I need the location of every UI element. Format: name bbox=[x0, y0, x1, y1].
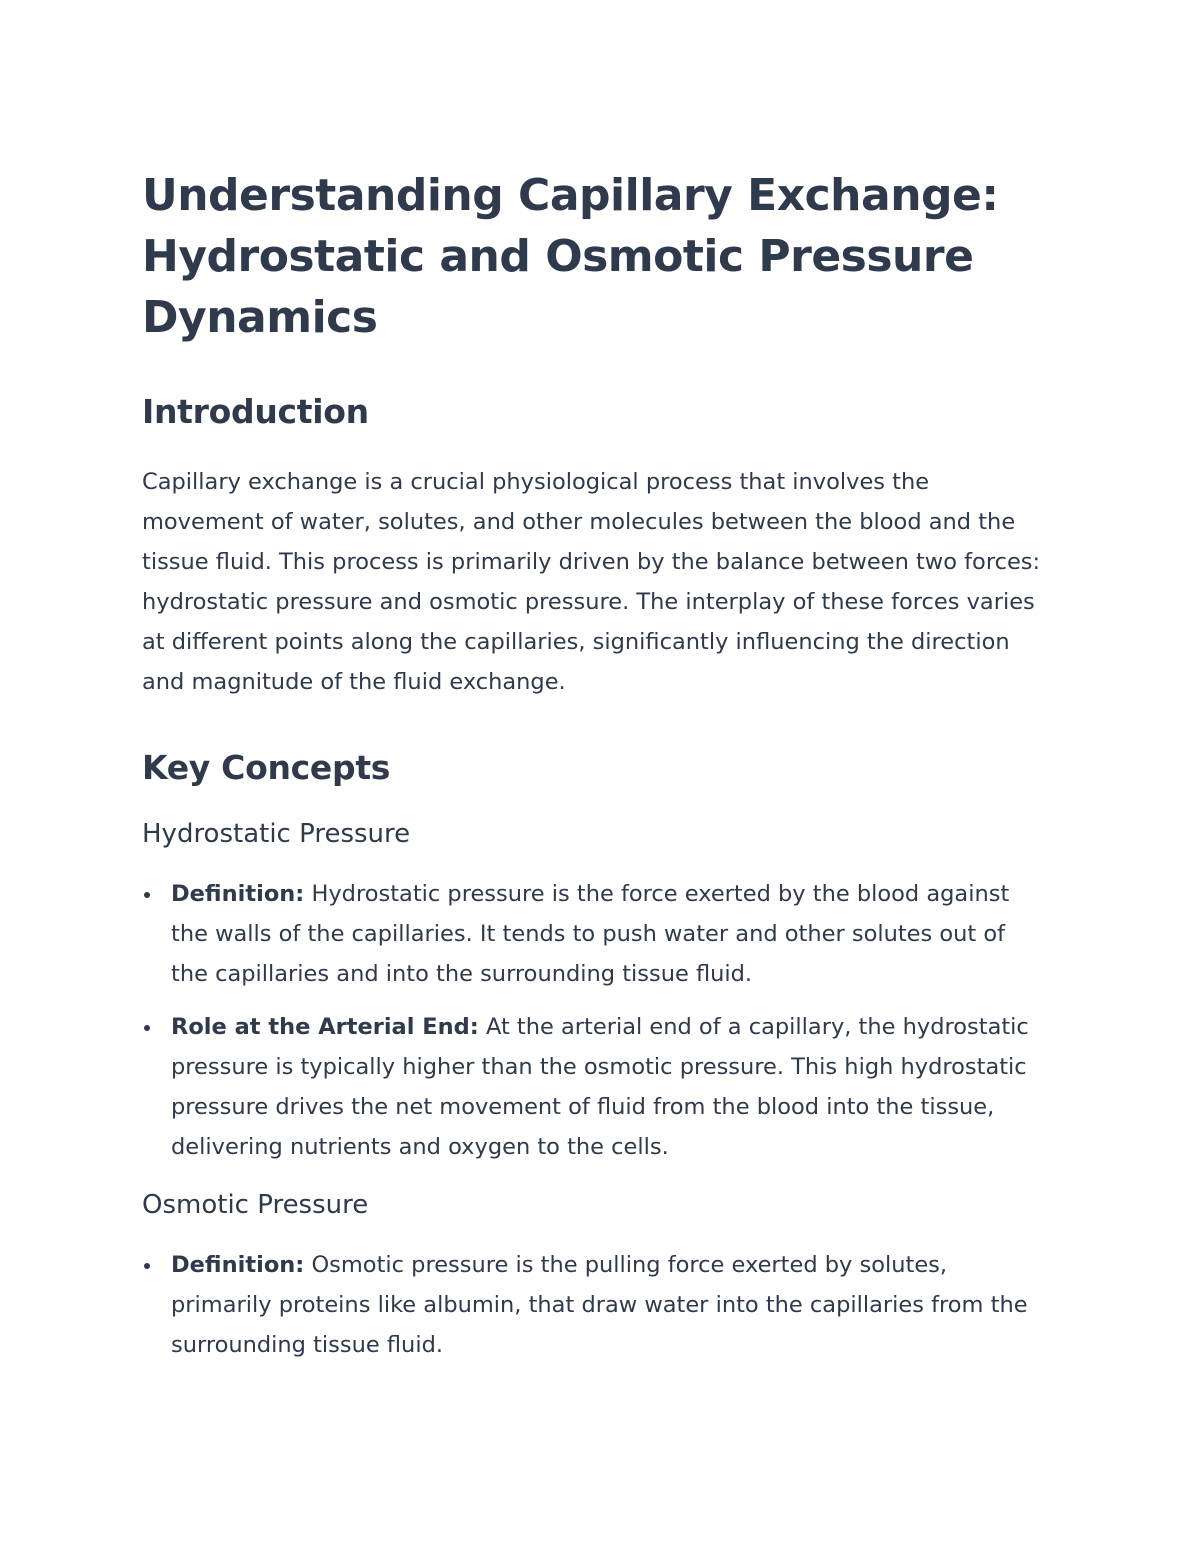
list-item-label: Role at the Arterial End: bbox=[171, 1014, 479, 1040]
list-item-text: Osmotic pressure is the pulling force exerted by solutes, primarily proteins like albumin, that draw water into the capillaries from the surrounding tissue fluid. bbox=[171, 1252, 1028, 1358]
list-item-text: Hydrostatic pressure is the force exerted by the blood against the walls of the capillaries. It tends to push water and other solutes out of the capillaries and into the surrounding tissue fluid. bbox=[171, 881, 1010, 987]
list-item bbox=[142, 874, 1047, 994]
list-item bbox=[142, 1245, 1047, 1365]
page-title: Understanding Capillary Exchange: Hydrostatic and Osmotic Pressure Dynamics bbox=[142, 170, 999, 343]
list-item-text: At the arterial end of a capillary, the hydrostatic pressure is typically higher than the osmotic pressure. This high hydrostatic pressure drives the net movement of fluid from the blood into the tissue, delivering nutrients and oxygen to the cells. bbox=[171, 1014, 1029, 1160]
introduction-heading: Introduction bbox=[142, 392, 369, 431]
list-item-label: Definition: bbox=[171, 1252, 305, 1278]
list-item-label: Definition: bbox=[171, 881, 305, 907]
document-page bbox=[142, 165, 1047, 1365]
hydrostatic-pressure-list bbox=[142, 874, 1047, 1167]
hydrostatic-pressure-heading: Hydrostatic Pressure bbox=[142, 819, 411, 849]
list-item bbox=[142, 1007, 1047, 1167]
osmotic-pressure-list bbox=[142, 1245, 1047, 1365]
introduction-paragraph: Capillary exchange is a crucial physiological process that involves the movement of water, solutes, and other molecules between the blood and the tissue fluid. This process is primarily driven by the balance between two forces: hydrostatic pressure and osmotic pressure. The interplay of these forces varies at different points along the capillaries, significantly influencing the direction and magnitude of the fluid exchange. bbox=[142, 469, 1041, 695]
osmotic-pressure-heading: Osmotic Pressure bbox=[142, 1190, 369, 1220]
key-concepts-heading: Key Concepts bbox=[142, 748, 391, 787]
